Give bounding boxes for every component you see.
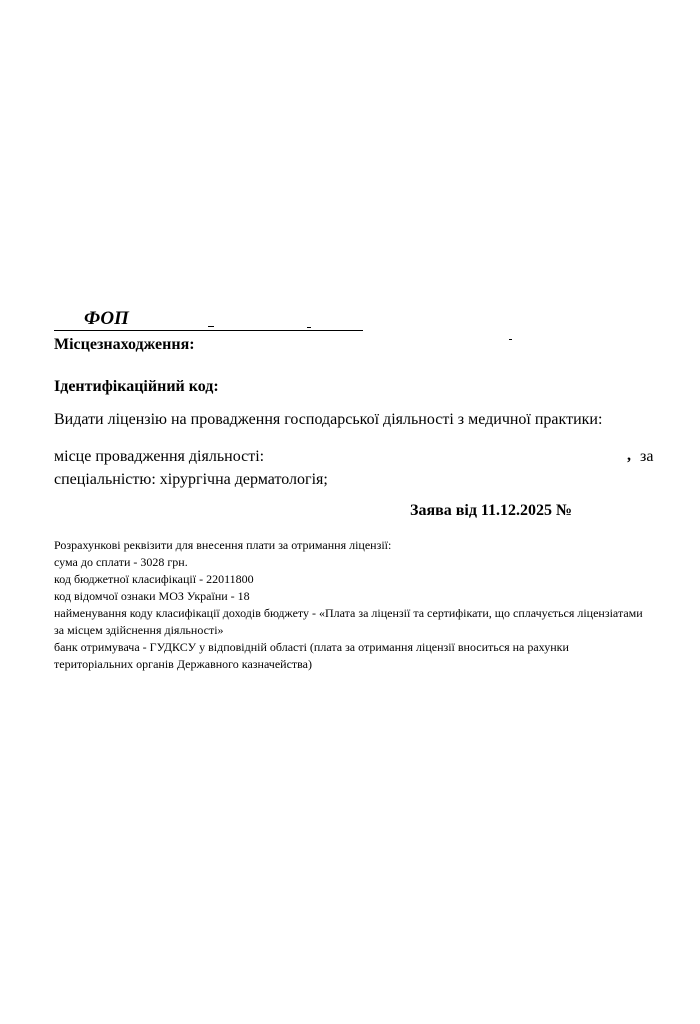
activity-place-za: за	[640, 448, 654, 465]
scan-speck	[208, 326, 214, 327]
requisite-line: сума до сплати - 3028 грн.	[54, 555, 188, 569]
activity-place-label: місце провадження діяльності:	[54, 448, 265, 465]
scan-speck	[307, 327, 311, 328]
requisite-line: банк отримувача - ГУДКСУ у відповідній області (плата за отримання ліцензії вноситься на рахунки територіальних органів Державного казначейства)	[54, 640, 569, 671]
payment-requisites	[54, 537, 654, 673]
fop-label: ФОП	[84, 308, 129, 329]
specialty-line: спеціальністю: хірургічна дерматологія;	[54, 471, 328, 488]
location-label: Місцезнаходження:	[54, 336, 195, 353]
requisite-line: найменування коду класифікації доходів бюджету - «Плата за ліцензії та сертифікати, що сплачується ліцензіатами за місцем здійснення діяльності»	[54, 606, 643, 637]
id-code-label: Ідентифікаційний код:	[54, 378, 219, 395]
requisite-line: код бюджетної класифікації - 22011800	[54, 572, 254, 586]
requisites-heading: Розрахункові реквізити для внесення плати за отримання ліцензії:	[54, 538, 392, 552]
activity-place-comma: ,	[627, 447, 631, 464]
license-request-text: Видати ліцензію на провадження господарської діяльності з медичної практики:	[54, 411, 603, 428]
application-line: Заява від 11.12.2025 №	[410, 502, 573, 519]
requisite-line: код відомчої ознаки МОЗ України - 18	[54, 589, 250, 603]
scan-speck	[509, 339, 512, 340]
